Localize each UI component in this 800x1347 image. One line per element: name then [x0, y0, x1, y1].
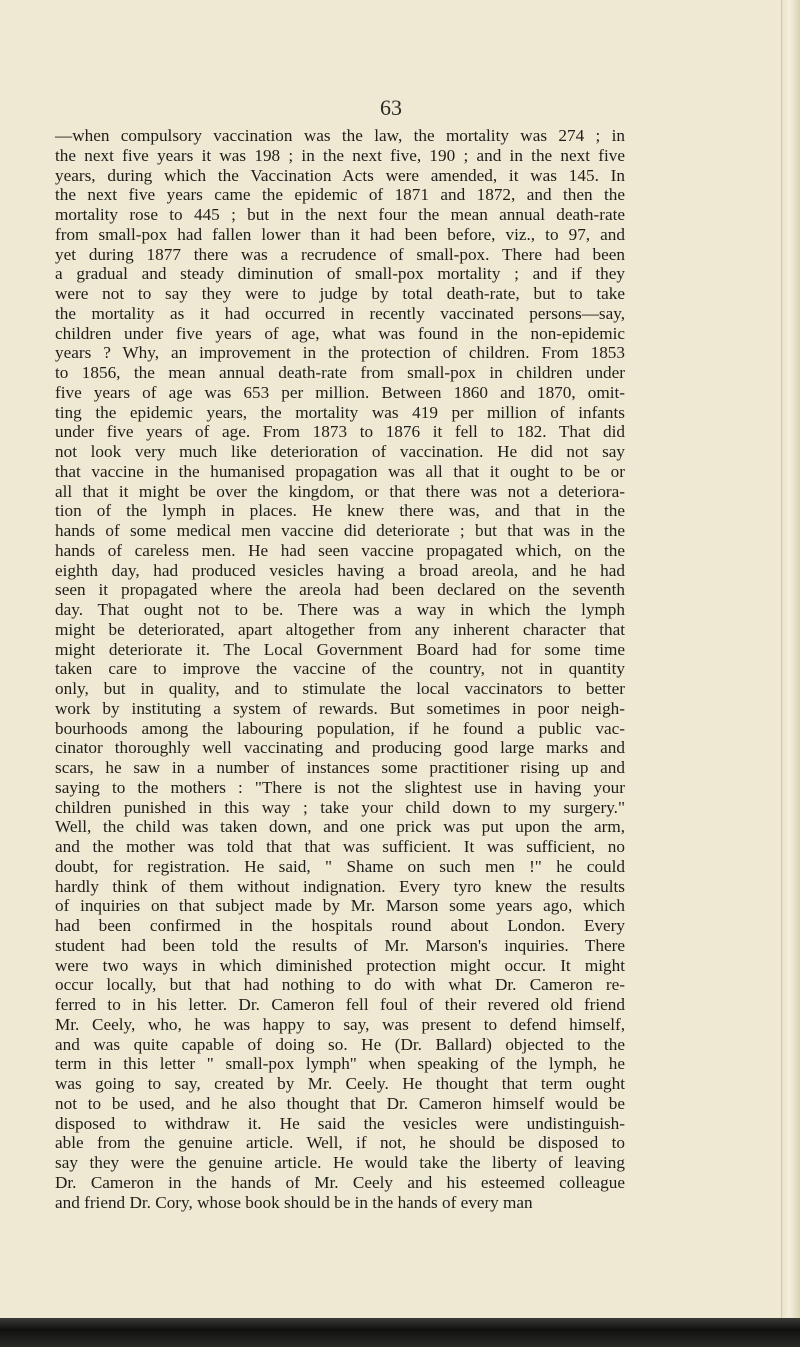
text-line: not look very much like deterioration of vaccination. He did not say [55, 442, 625, 461]
text-line: taken care to improve the vaccine of the country, not in quantity [55, 659, 625, 679]
text-line: seen it propagated where the areola had been declared on the seventh [55, 580, 625, 600]
text-line: day. That ought not to be. There was a way in which the lymph [55, 600, 625, 619]
text-line: ting the epidemic years, the mortality was 419 per million of infants [55, 402, 625, 422]
text-line: years, during which the Vaccination Acts were amended, it was 145. In [55, 165, 625, 185]
text-line: five years of age was 653 per million. Between 1860 and 1870, omit- [55, 382, 625, 402]
text-line: a gradual and steady diminution of small-pox mortality ; and if they [55, 264, 625, 284]
text-line: hands of some medical men vaccine did deteriorate ; but that was in the [55, 521, 625, 540]
text-line: tion of the lymph in places. He knew there was, and that in the [55, 501, 625, 521]
text-line: and friend Dr. Cory, whose book should be in the hands of every man [55, 1192, 533, 1212]
text-line: scars, he saw in a number of instances some practitioner rising up and [55, 758, 625, 777]
text-line: all that it might be over the kingdom, or that there was not a deteriora- [55, 481, 625, 501]
text-line: able from the genuine article. Well, if not, he should be disposed to [55, 1133, 625, 1153]
text-line: that vaccine in the humanised propagation was all that it ought to be or [55, 461, 625, 481]
text-line: ferred to in his letter. Dr. Cameron fell foul of their revered old friend [55, 995, 625, 1014]
text-line: student had been told the results of Mr. Marson's inquiries. There [55, 935, 625, 955]
text-line: —when compulsory vaccination was the law, the mortality was 274 ; in [55, 126, 625, 145]
text-line: and was quite capable of doing so. He (Dr. Ballard) objected to the [55, 1034, 625, 1054]
text-line: cinator thoroughly well vaccinating and producing good large marks and [55, 738, 625, 758]
text-line: only, but in quality, and to stimulate the local vaccinators to better [55, 679, 625, 698]
text-line: eighth day, had produced vesicles having a broad areola, and he had [55, 560, 625, 580]
text-line: occur locally, but that had nothing to do with what Dr. Cameron re- [55, 975, 625, 995]
text-line: of inquiries on that subject made by Mr. Marson some years ago, which [55, 896, 625, 916]
text-line: doubt, for registration. He said, " Shame on such men !" he could [55, 856, 625, 876]
text-line: might be deteriorated, apart altogether from any inherent character that [55, 619, 625, 639]
text-line: yet during 1877 there was a recrudence of small-pox. There had been [55, 244, 625, 264]
text-line: hardly think of them without indignation. Every tyro knew the results [55, 876, 625, 896]
text-line: was going to say, created by Mr. Ceely. He thought that term ought [55, 1074, 625, 1093]
page-edge [781, 0, 800, 1347]
text-line: Mr. Ceely, who, he was happy to say, was present to defend himself, [55, 1014, 625, 1034]
text-line: might deteriorate it. The Local Government Board had for some time [55, 639, 625, 659]
text-line: children under five years of age, what was found in the non-epidemic [55, 323, 625, 343]
text-line: Dr. Cameron in the hands of Mr. Ceely and his esteemed colleague [55, 1172, 625, 1192]
text-line: disposed to withdraw it. He said the vesicles were undistinguish- [55, 1113, 625, 1133]
text-line: say they were the genuine article. He would take the liberty of leaving [55, 1153, 625, 1172]
text-line: children punished in this way ; take your child down to my surgery." [55, 797, 625, 817]
text-line: from small-pox had fallen lower than it had been before, viz., to 97, and [55, 224, 625, 244]
text-line: were two ways in which diminished protection might occur. It might [55, 955, 625, 975]
scan-border [0, 1318, 800, 1347]
text-line: term in this letter " small-pox lymph" when speaking of the lymph, he [55, 1054, 625, 1074]
text-line: to 1856, the mean annual death-rate from small-pox in children under [55, 363, 625, 382]
text-line: under five years of age. From 1873 to 1876 it fell to 182. That did [55, 422, 625, 442]
text-line: years ? Why, an improvement in the protection of children. From 1853 [55, 343, 625, 363]
page-number: 63 [380, 95, 402, 120]
text-line: the next five years it was 198 ; in the next five, 190 ; and in the next five [55, 145, 625, 165]
text-line: not to be used, and he also thought that Dr. Cameron himself would be [55, 1093, 625, 1113]
body-text [55, 126, 625, 1212]
text-line: saying to the mothers : "There is not the slightest use in having your [55, 777, 625, 797]
text-line: Well, the child was taken down, and one prick was put upon the arm, [55, 817, 625, 837]
text-line: the mortality as it had occurred in recently vaccinated persons—say, [55, 303, 625, 323]
text-line: mortality rose to 445 ; but in the next four the mean annual death-rate [55, 205, 625, 224]
text-line: the next five years came the epidemic of 1871 and 1872, and then the [55, 185, 625, 205]
text-line: had been confirmed in the hospitals round about London. Every [55, 916, 625, 935]
text-line: were not to say they were to judge by total death-rate, but to take [55, 284, 625, 303]
text-line: hands of careless men. He had seen vaccine propagated which, on the [55, 540, 625, 560]
text-line: bourhoods among the labouring population, if he found a public vac- [55, 718, 625, 738]
text-line: and the mother was told that that was sufficient. It was sufficient, no [55, 837, 625, 856]
text-line: work by instituting a system of rewards. But sometimes in poor neigh- [55, 698, 625, 718]
